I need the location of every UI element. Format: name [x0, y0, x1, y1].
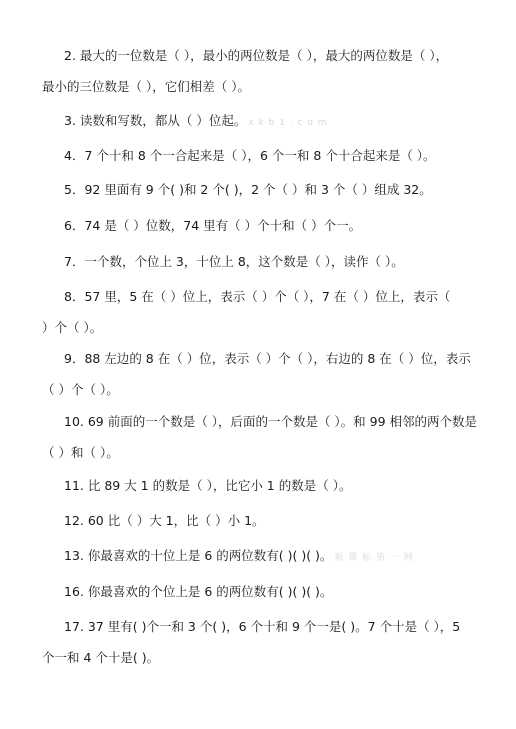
- question-5-line-1: 5．92 里面有 9 个( )和 2 个( )，2 个（ ）和 3 个（ ）组成 32。: [64, 182, 432, 197]
- question-16-line-1: 16. 你最喜欢的个位上是 6 的两位数有( )( )( )。: [64, 584, 333, 599]
- question-3-text: 3. 读数和写数，都从（ ）位起。: [64, 113, 247, 128]
- question-10-line-2: （ ）和（ ）。: [42, 445, 119, 460]
- question-2: [42, 40, 482, 102]
- question-6-line-1: 6．74 是（ ）位数，74 里有（ ）个十和（ ）个一。: [64, 218, 362, 233]
- question-13-text: 13. 你最喜欢的十位上是 6 的两位数有( )( )( )。: [64, 548, 333, 563]
- question-7-line-1: 7．一个数，个位上 3，十位上 8，这个数是（ ），读作（ ）。: [64, 254, 404, 269]
- watermark-text: 新 课 标 第 一 网: [334, 553, 414, 563]
- question-12-line-1: 12. 60 比（ ）大 1，比（ ）小 1。: [64, 513, 265, 528]
- question-7: [42, 246, 482, 277]
- question-2-line-1: 2. 最大的一位数是（ ），最小的两位数是（ ），最大的两位数是（ ），: [64, 48, 449, 63]
- question-16: [42, 576, 482, 607]
- question-8-line-2: ）个（ ）。: [42, 320, 103, 335]
- question-10: [42, 406, 482, 468]
- question-17: [42, 611, 482, 673]
- question-13: [42, 540, 482, 574]
- question-3: [42, 105, 482, 139]
- question-8: [42, 281, 482, 343]
- question-17-line-2: 个一和 4 个十是( )。: [42, 650, 160, 665]
- question-8-line-1: 8．57 里，5 在（ ）位上，表示（ ）个（ ），7 在（ ）位上，表示（: [64, 289, 451, 304]
- question-9-line-1: 9．88 左边的 8 在（ ）位，表示（ ）个（ ），右边的 8 在（ ）位，表示: [64, 351, 471, 366]
- question-3-line-1: [42, 105, 482, 139]
- question-6: [42, 210, 482, 241]
- question-11-line-1: 11. 比 89 大 1 的数是（ ），比它小 1 的数是（ ）。: [64, 478, 352, 493]
- question-5: [42, 174, 482, 205]
- question-12: [42, 505, 482, 536]
- question-11: [42, 470, 482, 501]
- question-2-line-2: 最小的三位数是（ ），它们相差（ ）。: [42, 79, 250, 94]
- question-9-line-2: （ ）个（ ）。: [42, 382, 119, 397]
- question-17-line-1: 17. 37 里有( )个一和 3 个( )，6 个十和 9 个一是( )。7 个十是（ ），5: [64, 619, 461, 634]
- question-4-line-1: 4．7 个十和 8 个一合起来是（ ），6 个一和 8 个十合起来是（ ）。: [64, 148, 436, 163]
- question-9: [42, 343, 482, 405]
- question-10-line-1: 10. 69 前面的一个数是（ ），后面的一个数是（ ）。和 99 相邻的两个数是: [64, 414, 478, 429]
- watermark-text: x k b 1 . c o m: [248, 118, 328, 128]
- question-13-line-1: [42, 540, 482, 574]
- question-4: [42, 140, 482, 171]
